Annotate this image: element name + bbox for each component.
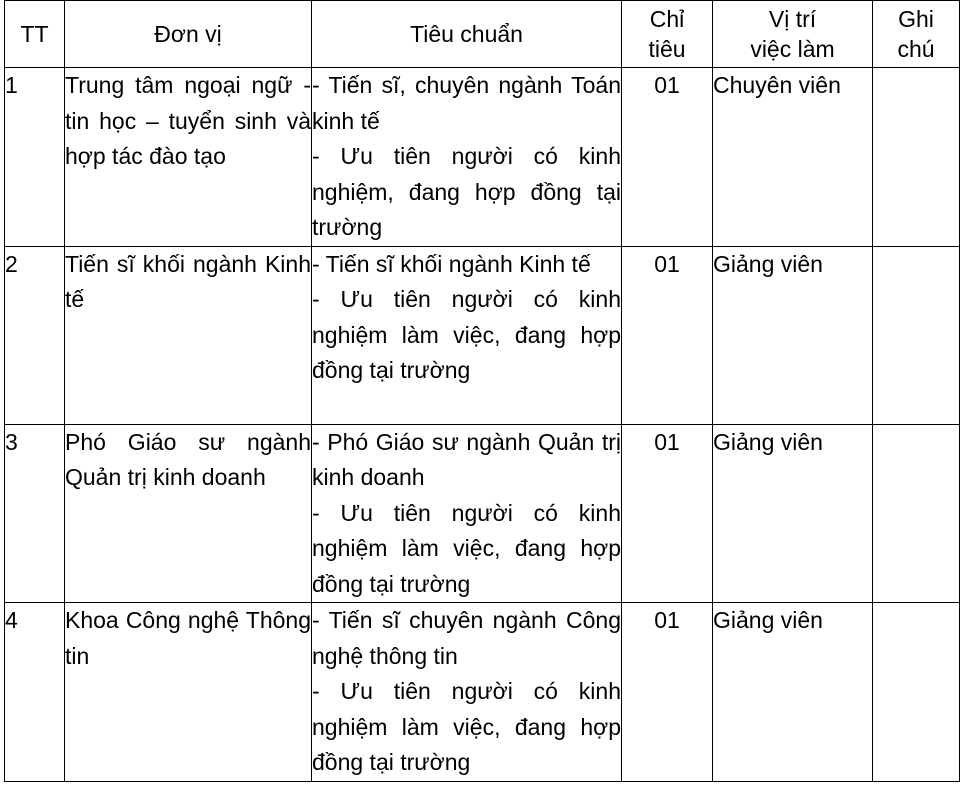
row-note	[873, 246, 960, 424]
row-standard	[312, 246, 622, 424]
row-note	[873, 424, 960, 603]
standard-line: - Ưu tiên người có kinh nghiệm làm việc, đang hợp đồng tại trường	[312, 678, 621, 775]
standard-line: - Tiến sĩ, chuyên ngành Toán kinh tế	[312, 72, 621, 134]
header-position-line1: Vị trí	[768, 6, 817, 32]
row-note	[873, 603, 960, 782]
row-note	[873, 68, 960, 247]
row-standard	[312, 68, 622, 247]
standard-line: - Tiến sĩ khối ngành Kinh tế	[312, 250, 591, 277]
row-number: 2	[5, 246, 65, 424]
row-standard	[312, 424, 622, 603]
standard-line: - Phó Giáo sư ngành Quản trị kinh doanh	[312, 428, 621, 490]
row-number: 3	[5, 424, 65, 603]
standard-line: - Ưu tiên người có kinh nghiệm làm việc, đang hợp đồng tại trường	[312, 499, 621, 597]
row-unit: Phó Giáo sư ngành Quản trị kinh doanh	[65, 424, 312, 603]
row-position: Giảng viên	[713, 246, 873, 424]
table-row	[5, 603, 960, 782]
row-quota: 01	[622, 603, 713, 782]
recruitment-table	[4, 0, 960, 782]
header-note-line1: Ghi	[898, 6, 934, 32]
header-quota-line1: Chỉ	[649, 6, 685, 32]
header-position-line2: việc làm	[750, 36, 835, 62]
header-quota	[622, 1, 713, 68]
header-note	[873, 1, 960, 68]
header-standard: Tiêu chuẩn	[312, 1, 622, 68]
table-row	[5, 424, 960, 603]
row-quota: 01	[622, 68, 713, 247]
table-row	[5, 68, 960, 247]
row-number: 4	[5, 603, 65, 782]
row-unit: Tiến sĩ khối ngành Kinh tế	[65, 246, 312, 424]
standard-line: - Ưu tiên người có kinh nghiệm làm việc, đang hợp đồng tại trường	[312, 286, 621, 383]
row-position: Giảng viên	[713, 424, 873, 603]
row-unit: Khoa Công nghệ Thông tin	[65, 603, 312, 782]
row-unit: Trung tâm ngoại ngữ - tin học – tuyển sinh và hợp tác đào tạo	[65, 68, 312, 247]
row-quota: 01	[622, 424, 713, 603]
standard-line: - Tiến sĩ chuyên ngành Công nghệ thông tin	[312, 607, 621, 669]
header-quota-line2: tiêu	[648, 36, 686, 62]
row-quota: 01	[622, 246, 713, 424]
row-number: 1	[5, 68, 65, 247]
header-row	[5, 1, 960, 68]
table-row	[5, 246, 960, 424]
header-tt: TT	[5, 1, 65, 68]
row-position: Giảng viên	[713, 603, 873, 782]
header-note-line2: chú	[897, 36, 935, 62]
row-standard	[312, 603, 622, 782]
row-position: Chuyên viên	[713, 68, 873, 247]
header-unit: Đơn vị	[65, 1, 312, 68]
header-position	[713, 1, 873, 68]
standard-line: - Ưu tiên người có kinh nghiệm, đang hợp đồng tại trường	[312, 143, 621, 240]
